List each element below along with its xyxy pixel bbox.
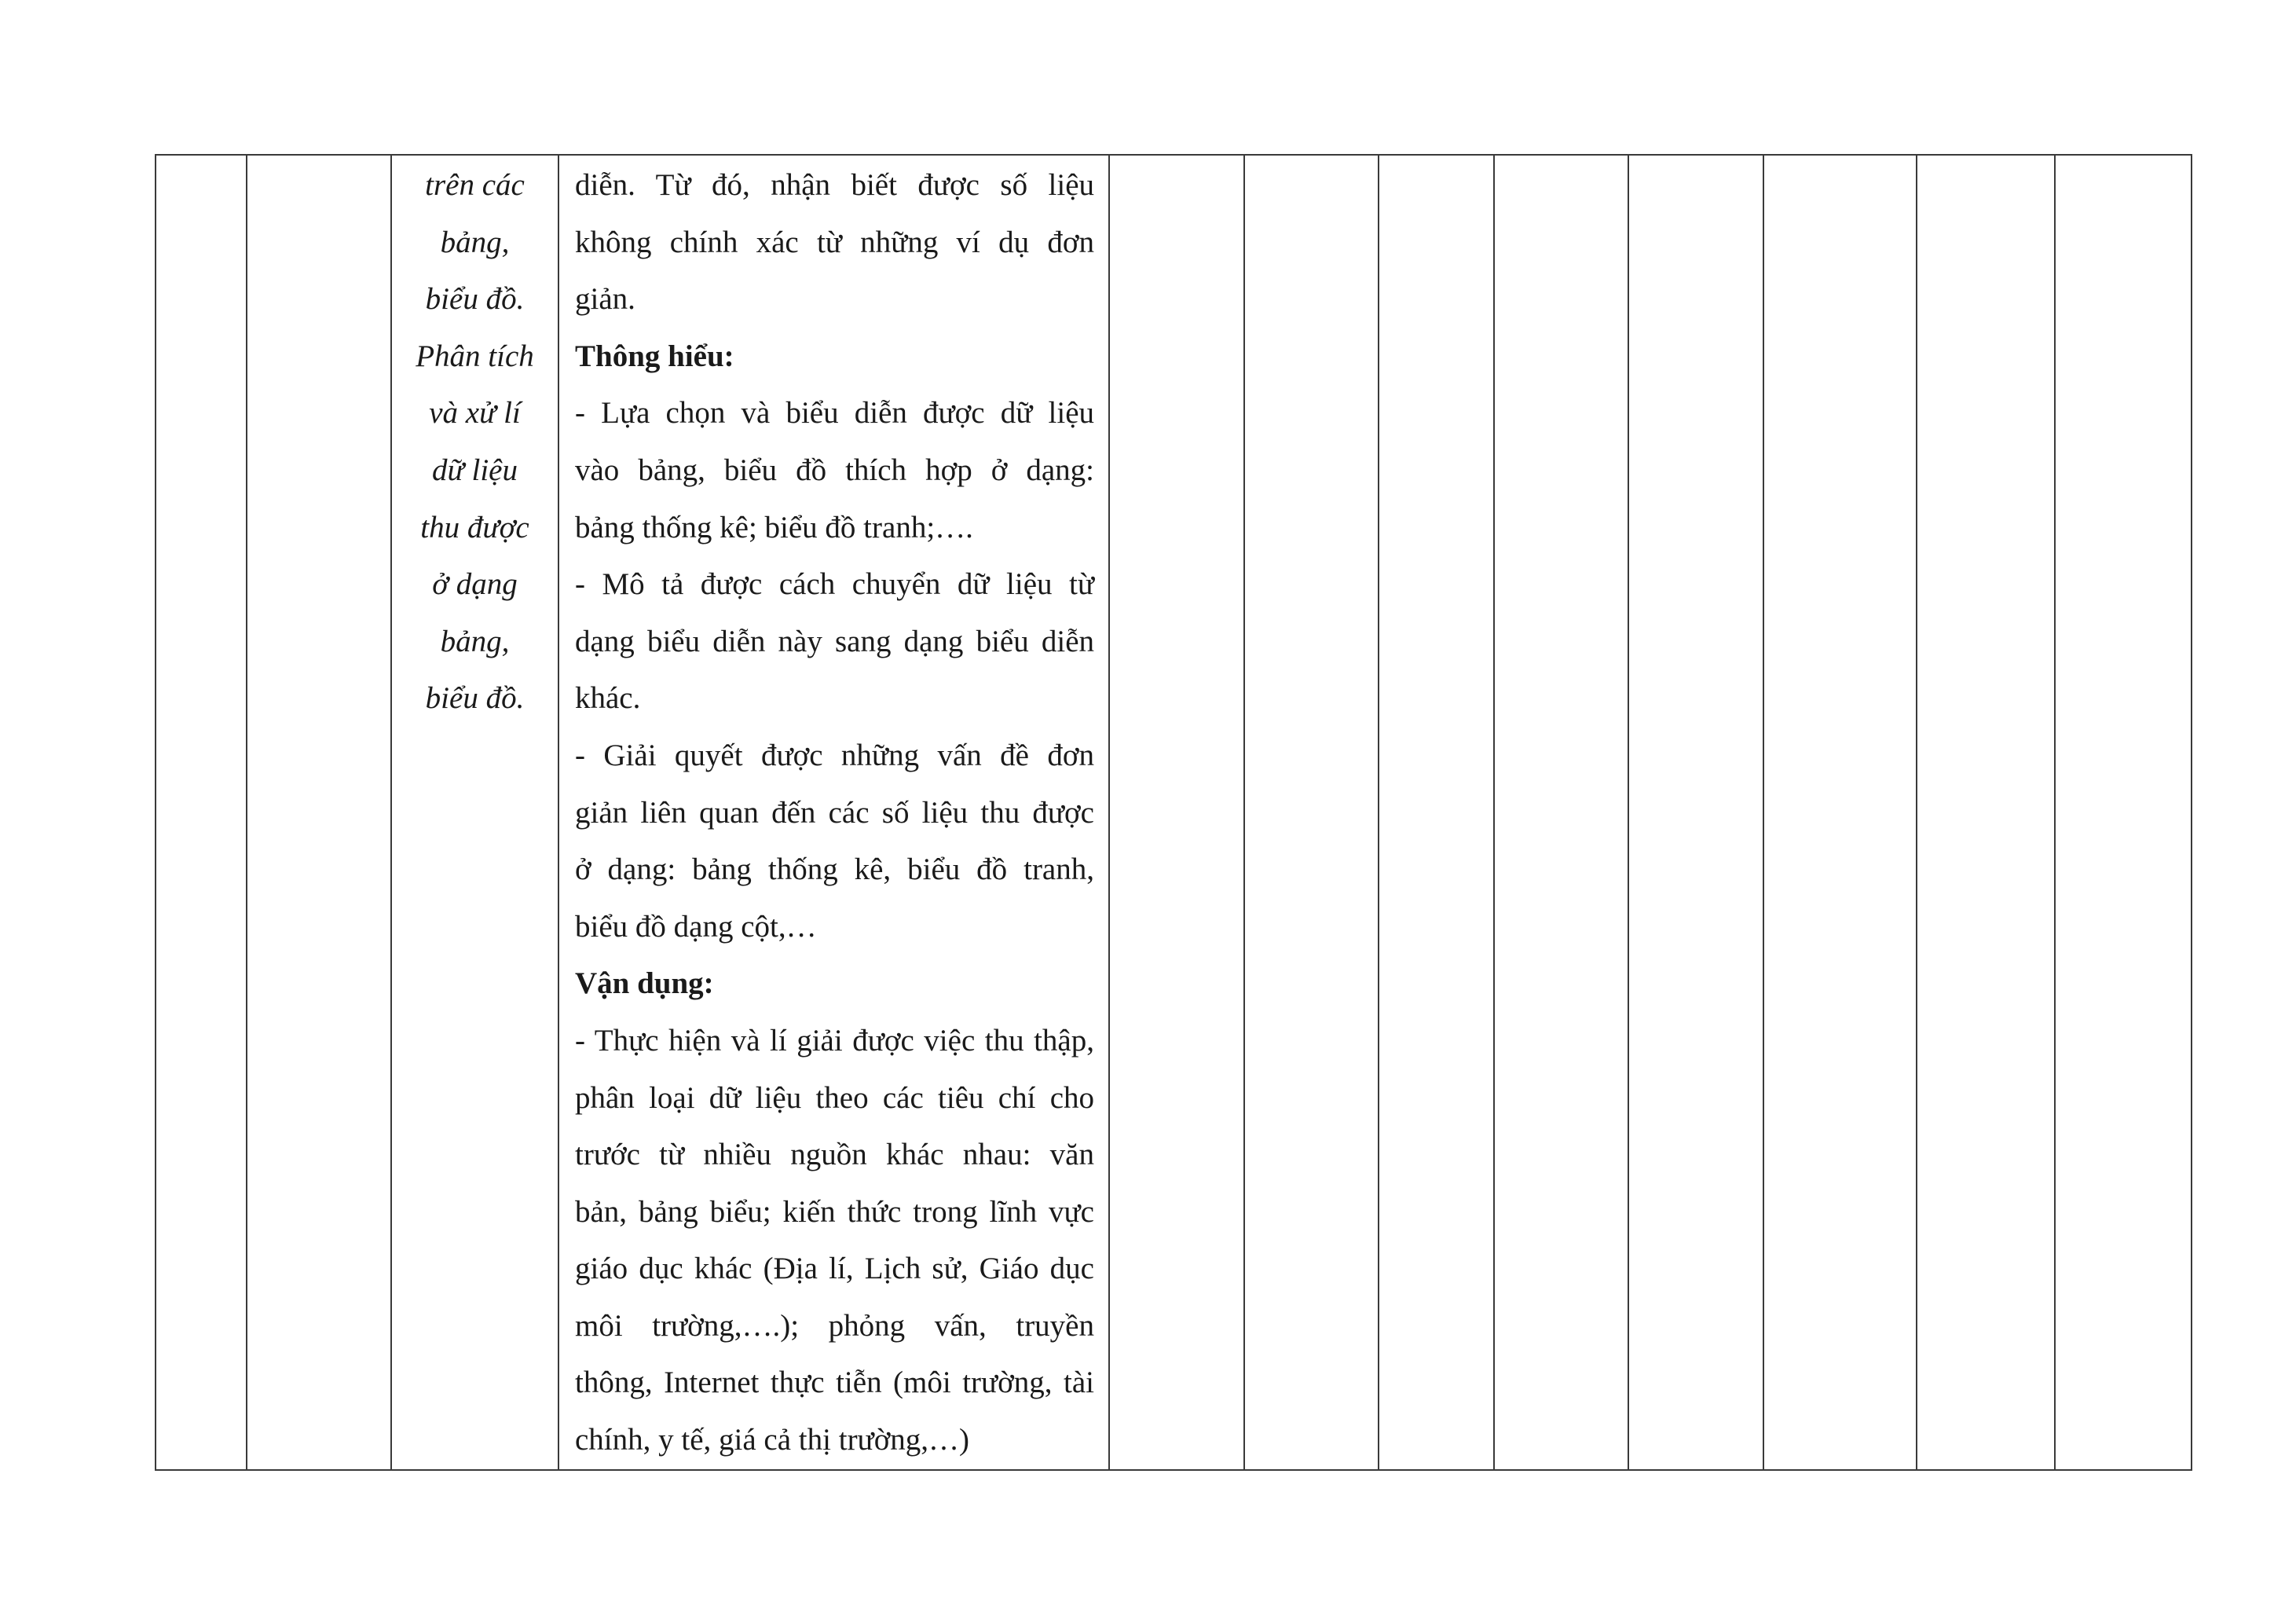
cell-count-8 [2055,155,2192,1470]
requirement-line: diễn. Từ đó, nhận biết được số liệu [575,168,1094,202]
cell-count-4 [1494,155,1628,1470]
requirement-line: trước từ nhiều nguồn khác nhau: văn [575,1138,1094,1172]
topic-line: dữ liệu [431,453,518,487]
requirement-line: bản, bảng biểu; kiến thức trong lĩnh vực [575,1194,1094,1229]
cell-count-1 [1109,155,1244,1470]
requirement-line: - Giải quyết được những vấn đề đơn [575,738,1094,772]
topic-line: Phân tích [416,339,534,373]
topic-line: bảng, [440,624,510,658]
requirement-line: biểu đồ dạng cột,… [575,909,817,944]
cell-count-7 [1917,155,2055,1470]
topic-line: và xử lí [429,396,521,431]
cell-index [156,155,247,1470]
topic-line: trên các [425,168,525,202]
requirement-line: giản liên quan đến các số liệu thu được [575,795,1094,830]
specification-table [155,154,2192,1471]
requirement-line: vào bảng, biểu đồ thích hợp ở dạng: [575,453,1094,487]
section-heading-thong-hieu: Thông hiểu: [575,339,734,373]
requirement-line: môi trường,….); phỏng vấn, truyền [575,1308,1094,1343]
cell-chapter [247,155,391,1470]
requirement-line: - Lựa chọn và biểu diễn được dữ liệu [575,396,1094,431]
requirement-line: giản. [575,282,635,317]
cell-count-6 [1763,155,1917,1470]
section-heading-van-dung: Vận dụng: [575,966,714,1001]
topic-line: biểu đồ. [425,282,525,317]
topic-line: ở dạng [432,567,518,602]
requirement-line: giáo dục khác (Địa lí, Lịch sử, Giáo dục [575,1252,1094,1286]
requirement-line: chính, y tế, giá cả thị trường,…) [575,1423,970,1457]
requirement-line: bảng thống kê; biểu đồ tranh;…. [575,510,973,544]
cell-requirements [558,155,1109,1470]
requirement-line: ở dạng: bảng thống kê, biểu đồ tranh, [575,852,1094,887]
requirement-line: - Thực hiện và lí giải được việc thu thập, [575,1023,1094,1058]
topic-line: biểu đồ. [425,681,525,716]
requirement-line: không chính xác từ những ví dụ đơn [575,225,1094,259]
requirement-line: phân loại dữ liệu theo các tiêu chí cho [575,1080,1094,1115]
cell-topic [391,155,558,1470]
topic-line: thu được [420,510,529,544]
requirement-line: thông, Internet thực tiễn (môi trường, tài [575,1366,1094,1400]
cell-count-5 [1628,155,1763,1470]
table-row [156,155,2192,1470]
requirement-line: khác. [575,681,641,716]
requirement-line: - Mô tả được cách chuyển dữ liệu từ [575,567,1094,602]
topic-line: bảng, [440,225,510,259]
cell-count-3 [1379,155,1494,1470]
cell-count-2 [1244,155,1379,1470]
requirement-line: dạng biểu diễn này sang dạng biểu diễn [575,624,1094,658]
